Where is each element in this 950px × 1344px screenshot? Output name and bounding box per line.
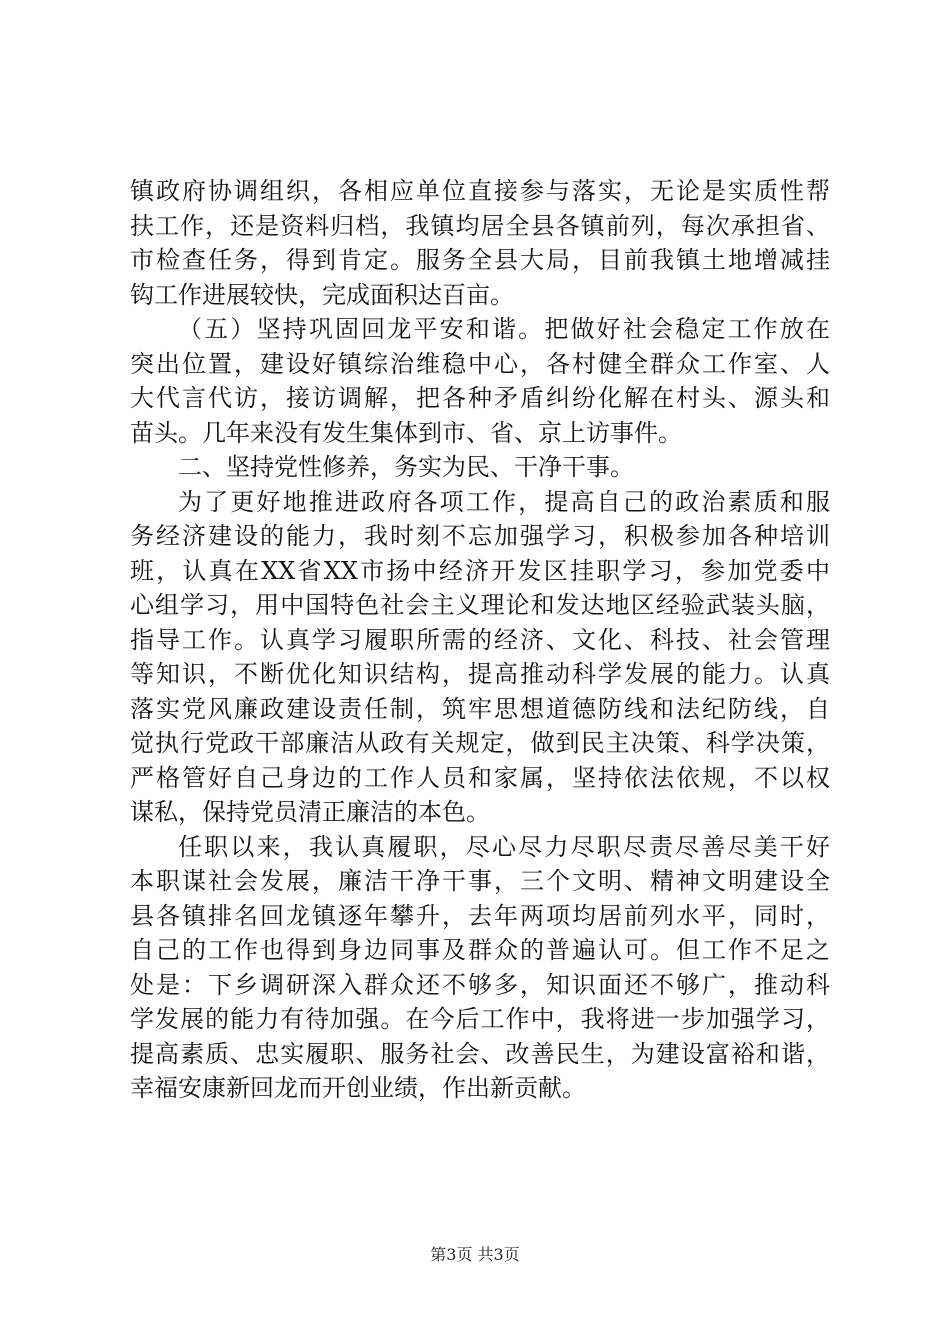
text-line: 处是：下乡调研深入群众还不够多，知识面还不够广，推动科	[130, 971, 830, 999]
paragraph-first-line: 任职以来，我认真履职，尽心尽力尽职尽责尽善尽美干好	[178, 833, 830, 861]
text-line: 落实党风廉政建设责任制，筑牢思想道德防线和法纪防线，自	[130, 695, 830, 723]
text-line: 务经济建设的能力，我时刻不忘加强学习，积极参加各种培训	[130, 522, 830, 550]
text-line: 扶工作，还是资料归档，我镇均居全县各镇前列，每次承担省、	[130, 212, 830, 240]
text-line: 指导工作。认真学习履职所需的经济、文化、科技、社会管理	[130, 626, 830, 654]
text-line: 苗头。几年来没有发生集体到市、省、京上访事件。	[130, 419, 682, 447]
text-line: 觉执行党政干部廉洁从政有关规定，做到民主决策、科学决策，	[130, 729, 830, 757]
text-line: 县各镇排名回龙镇逐年攀升，去年两项均居前列水平，同时，	[130, 902, 830, 930]
text-line: 提高素质、忠实履职、服务社会、改善民生，为建设富裕和谐，	[130, 1040, 830, 1068]
text-line: 突出位置，建设好镇综治维稳中心，各村健全群众工作室、人	[130, 350, 830, 378]
text-line: 镇政府协调组织，各相应单位直接参与落实，无论是实质性帮	[130, 177, 830, 205]
text-line: 学发展的能力有待加强。在今后工作中，我将进一步加强学习，	[130, 1005, 830, 1033]
text-line: 严格管好自己身边的工作人员和家属，坚持依法依规，不以权	[130, 764, 830, 792]
text-line: 市检查任务，得到肯定。服务全县大局，目前我镇土地增减挂	[130, 246, 830, 274]
paragraph-first-line: （五）坚持巩固回龙平安和谐。把做好社会稳定工作放在	[178, 315, 830, 343]
text-line: 钩工作进展较快，完成面积达百亩。	[130, 281, 514, 309]
text-line: 心组学习，用中国特色社会主义理论和发达地区经验武装头脑，	[130, 591, 830, 619]
text-line: 班，认真在XX省XX市扬中经济开发区挂职学习，参加党委中	[130, 557, 830, 585]
text-line: 大代言代访，接访调解，把各种矛盾纠纷化解在村头、源头和	[130, 384, 830, 412]
text-line: 谋私，保持党员清正廉洁的本色。	[130, 798, 490, 826]
text-line: 本职谋社会发展，廉洁干净干事，三个文明、精神文明建设全	[130, 867, 830, 895]
section-heading: 二、坚持党性修养，务实为民、干净干事。	[178, 453, 634, 481]
paragraph-first-line: 为了更好地推进政府各项工作，提高自己的政治素质和服	[178, 488, 830, 516]
text-line: 等知识，不断优化知识结构，提高推动科学发展的能力。认真	[130, 660, 830, 688]
text-line: 幸福安康新回龙而开创业绩，作出新贡献。	[130, 1074, 586, 1102]
text-line: 自己的工作也得到身边同事及群众的普遍认可。但工作不足之	[130, 936, 830, 964]
page-number-footer: 第3页 共3页	[430, 1245, 520, 1264]
